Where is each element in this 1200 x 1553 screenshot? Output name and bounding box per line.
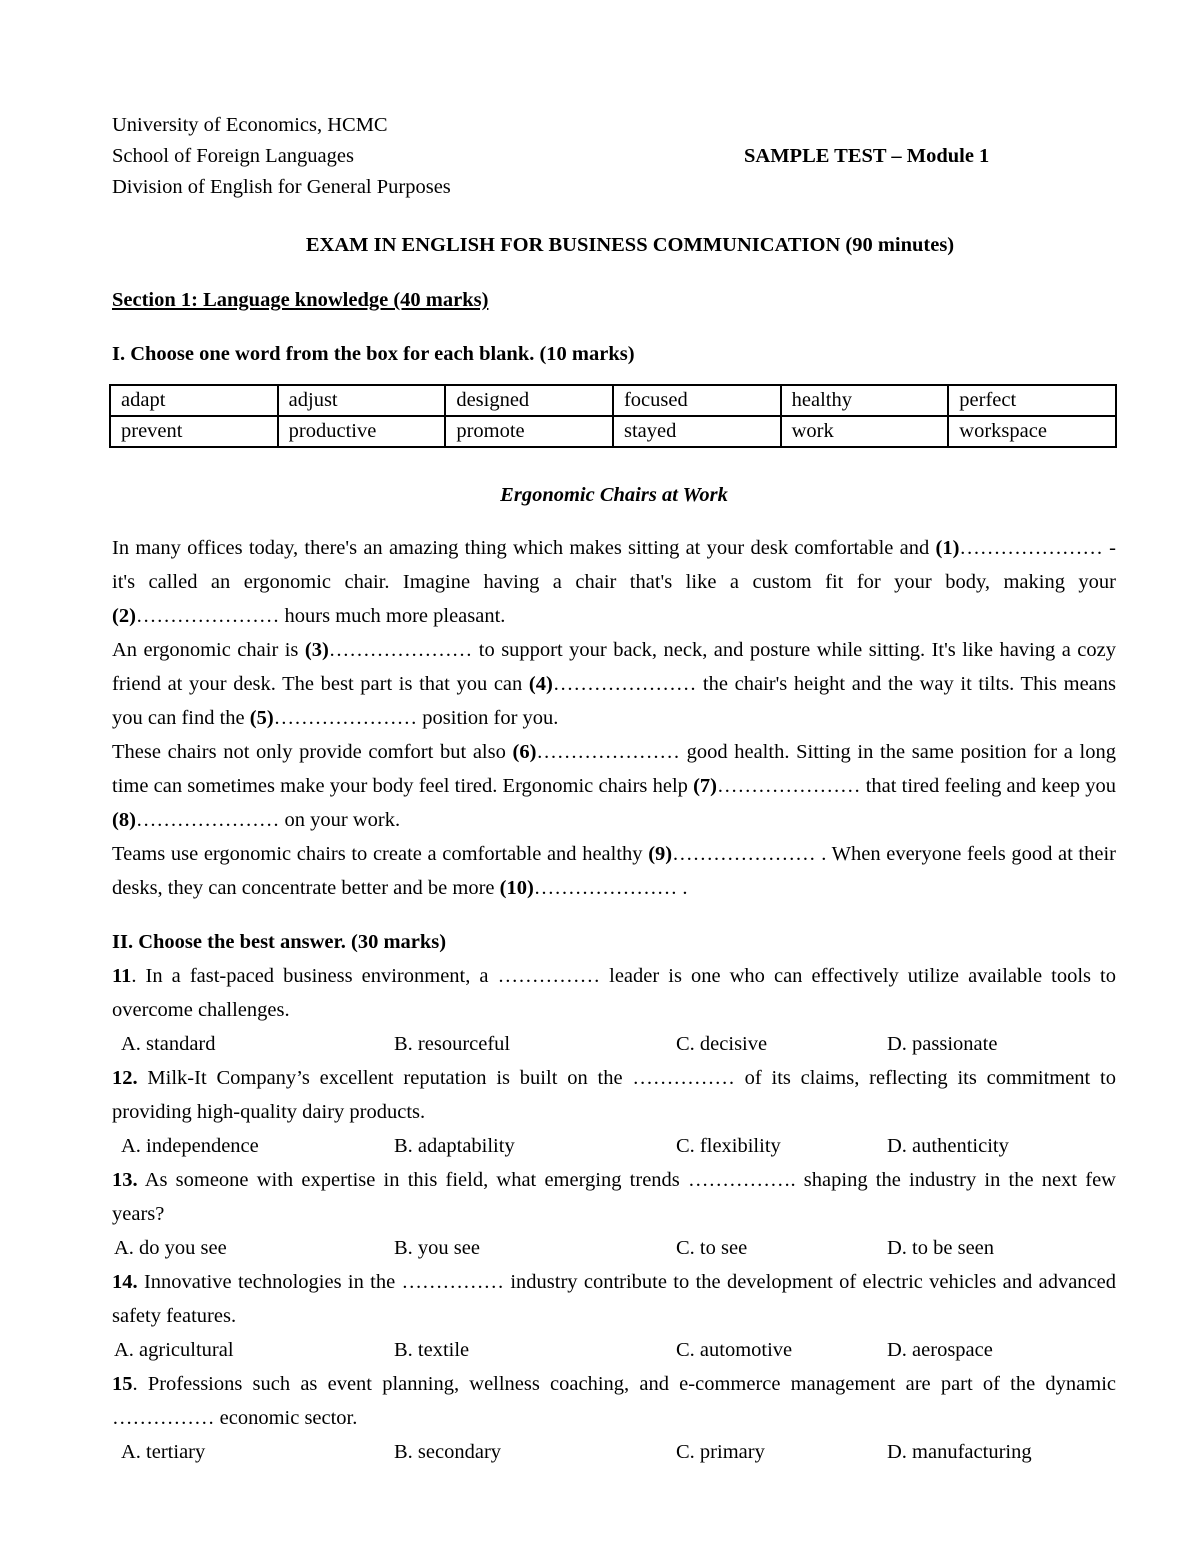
- passage-title: Ergonomic Chairs at Work: [500, 484, 728, 506]
- option-b: B. you see: [394, 1237, 480, 1259]
- option-b: B. secondary: [394, 1441, 502, 1463]
- blank-marker: (10): [499, 877, 534, 899]
- word-box-cell: stayed: [613, 416, 781, 447]
- word-box-cell: productive: [278, 416, 446, 447]
- reading-passage: [112, 531, 1116, 905]
- blank-marker: (4): [528, 673, 553, 695]
- question-text: 13. As someone with expertise in this field, what emerging trends ……………. shaping the industry in the next few years?: [112, 1169, 1116, 1225]
- option-b: B. textile: [394, 1339, 470, 1361]
- option-d: D. aerospace: [887, 1339, 993, 1361]
- blank-marker: (1): [935, 537, 960, 559]
- test-label: SAMPLE TEST – Module 1: [744, 145, 990, 167]
- word-box-cell: perfect: [948, 385, 1116, 416]
- question-item: [112, 1061, 1116, 1163]
- question-text: 12. Milk-It Company’s excellent reputation is built on the …………… of its claims, reflecting its commitment to providing high-quality dairy products.: [112, 1067, 1116, 1123]
- option-c: C. decisive: [676, 1033, 768, 1055]
- word-box-cell: work: [781, 416, 949, 447]
- blank-marker: (7): [693, 775, 718, 797]
- institution-block: [112, 110, 451, 203]
- question-number: 14.: [112, 1271, 138, 1293]
- blank-marker: (3): [304, 639, 329, 661]
- blank-marker: (5): [249, 707, 274, 729]
- option-a: A. independence: [121, 1135, 259, 1157]
- word-box-cell: adapt: [110, 385, 278, 416]
- option-d: D. authenticity: [887, 1135, 1009, 1157]
- question-text: 11. In a fast-paced business environment, a …………… leader is one who can effectively utilize available tools to overcome challenges.: [112, 965, 1116, 1021]
- option-d: D. passionate: [887, 1033, 998, 1055]
- part1-title: I. Choose one word from the box for each blank. (10 marks): [112, 343, 635, 365]
- section-title: Section 1: Language knowledge (40 marks): [112, 289, 489, 311]
- question-item: [112, 1265, 1116, 1367]
- part2-title: II. Choose the best answer. (30 marks): [112, 931, 447, 953]
- word-box-cell: designed: [445, 385, 613, 416]
- option-c: C. flexibility: [676, 1135, 781, 1157]
- option-a: A. agricultural: [114, 1339, 234, 1361]
- question-number: 13.: [112, 1169, 138, 1191]
- answer-options: [112, 1333, 1116, 1367]
- passage-paragraph: An ergonomic chair is (3)………………… to support your back, neck, and posture while sitting. It's like having a cozy friend at your desk. The best part is that you can (4)………………… the chair's height and the way it tilts. This means you can find the (5)………………… position for you.: [112, 639, 1116, 729]
- passage-paragraph: Teams use ergonomic chairs to create a comfortable and healthy (9)………………… . When everyone feels good at their desks, they can concentrate better and be more (10)………………… .: [112, 843, 1117, 899]
- passage-paragraph: These chairs not only provide comfort but also (6)………………… good health. Sitting in the same position for a long time can sometimes make your body feel tired. Ergonomic chairs help (7)………………… that tired feeling and keep you (8)………………… on your work.: [112, 741, 1116, 831]
- word-box-cell: promote: [445, 416, 613, 447]
- question-text: 14. Innovative technologies in the …………… industry contribute to the development of electric vehicles and advanced safety features.: [112, 1271, 1116, 1327]
- answer-options: [112, 1027, 1116, 1061]
- option-a: A. do you see: [114, 1237, 227, 1259]
- answer-options: [112, 1435, 1116, 1469]
- option-d: D. to be seen: [887, 1237, 995, 1259]
- division-name: Division of English for General Purposes: [112, 176, 451, 198]
- word-box-row: [110, 416, 1116, 447]
- blank-marker: (6): [512, 741, 537, 763]
- blank-marker: (9): [648, 843, 673, 865]
- blank-marker: (2): [112, 605, 136, 627]
- word-box-cell: prevent: [110, 416, 278, 447]
- word-box-cell: healthy: [781, 385, 949, 416]
- exam-title: EXAM IN ENGLISH FOR BUSINESS COMMUNICATION (90 minutes): [305, 234, 955, 256]
- question-item: [112, 1367, 1116, 1469]
- question-number: 11: [112, 965, 132, 987]
- option-a: A. standard: [121, 1033, 216, 1055]
- word-box-row: [110, 385, 1116, 416]
- option-c: C. to see: [676, 1237, 748, 1259]
- question-item: [112, 959, 1116, 1061]
- question-number: 12.: [112, 1067, 138, 1089]
- answer-options: [112, 1231, 1116, 1265]
- word-box-cell: adjust: [278, 385, 446, 416]
- blank-marker: (8): [112, 809, 136, 831]
- option-b: B. adaptability: [394, 1135, 515, 1157]
- option-c: C. primary: [676, 1441, 765, 1463]
- word-box: [109, 384, 1117, 448]
- university-name: University of Economics, HCMC: [112, 114, 388, 136]
- question-text: 15. Professions such as event planning, wellness coaching, and e-commerce management are part of the dynamic …………… economic sector.: [112, 1373, 1116, 1429]
- option-a: A. tertiary: [121, 1441, 206, 1463]
- passage-paragraph: In many offices today, there's an amazing thing which makes sitting at your desk comfortable and (1)………………… - it's called an ergonomic chair. Imagine having a chair that's like a custom fit for your body, making your (2)………………… hours much more pleasant.: [112, 537, 1116, 627]
- word-box-cell: workspace: [948, 416, 1116, 447]
- word-box-cell: focused: [613, 385, 781, 416]
- option-b: B. resourceful: [394, 1033, 511, 1055]
- option-c: C. automotive: [676, 1339, 793, 1361]
- school-name: School of Foreign Languages: [112, 145, 354, 167]
- answer-options: [112, 1129, 1116, 1163]
- question-number: 15: [112, 1373, 133, 1395]
- option-d: D. manufacturing: [887, 1441, 1032, 1463]
- question-list: [112, 959, 1116, 1469]
- question-item: [112, 1163, 1116, 1265]
